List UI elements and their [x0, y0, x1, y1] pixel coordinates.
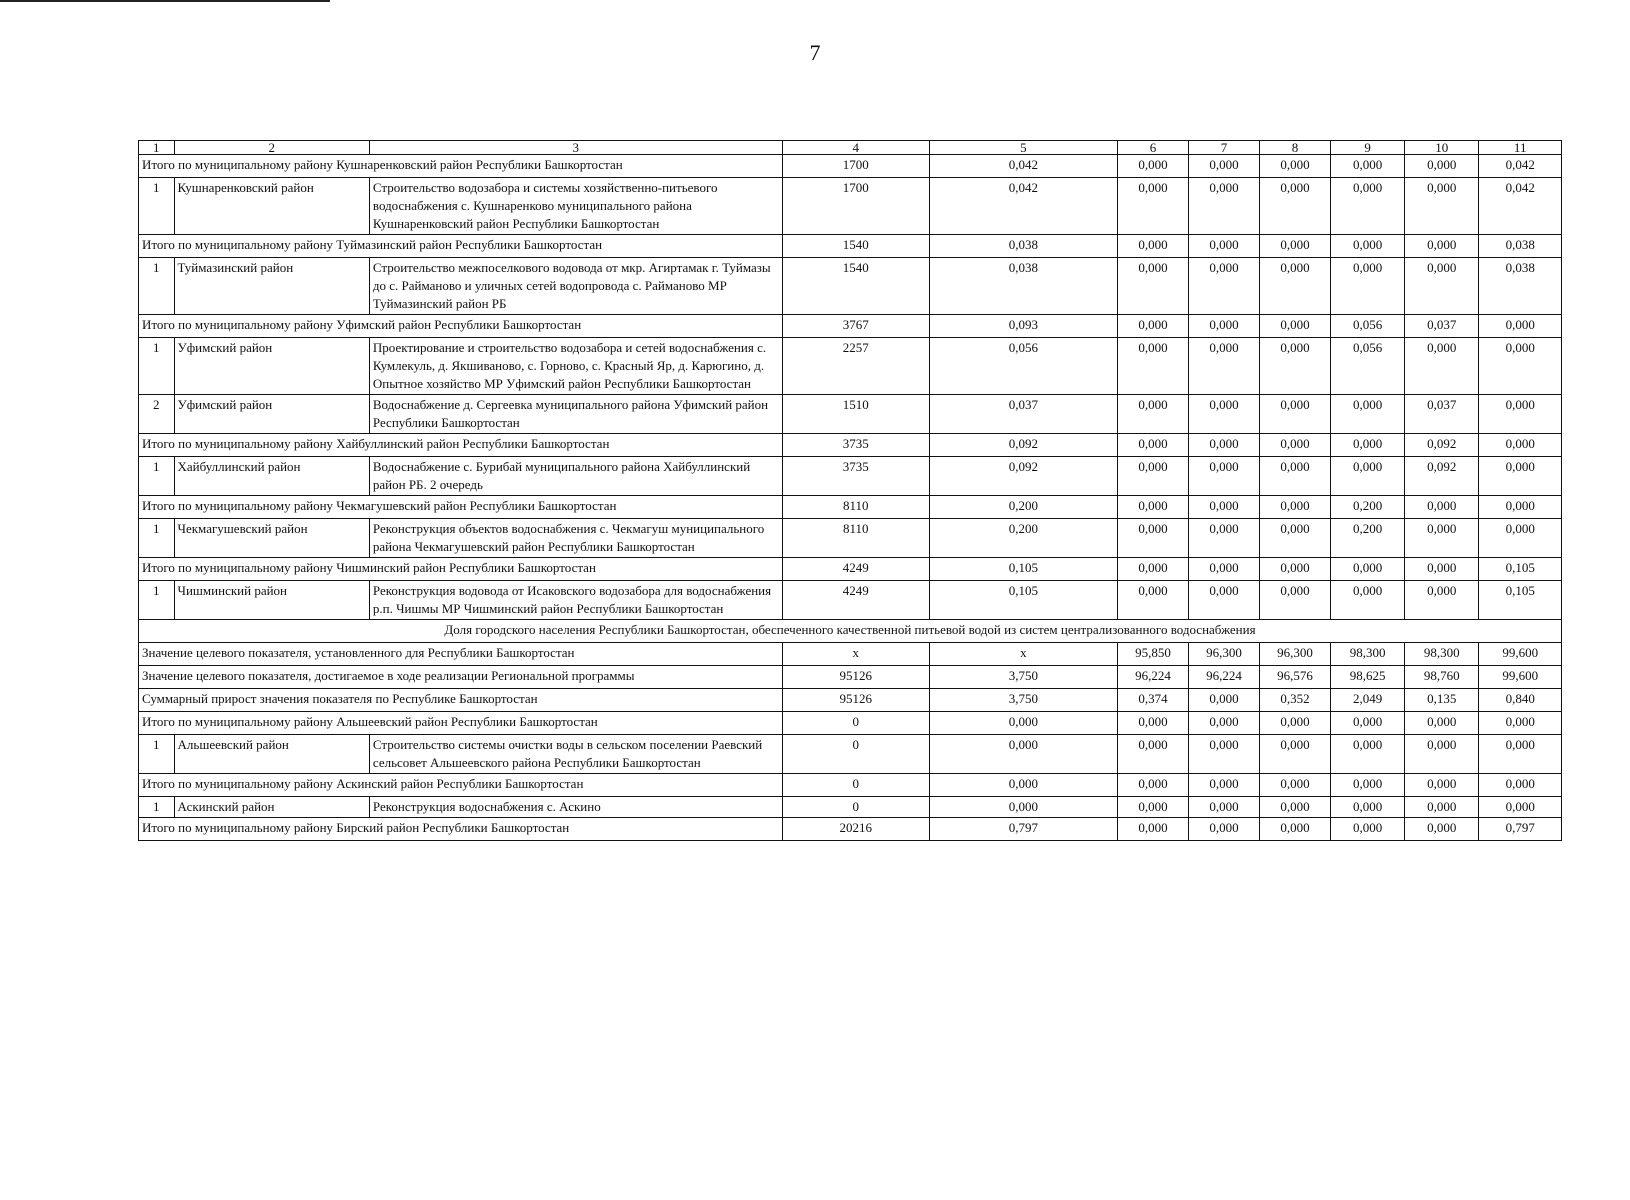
- value-cell: 0,042: [929, 155, 1117, 178]
- value-cell: 1510: [782, 395, 929, 434]
- value-cell: 0,000: [1331, 712, 1405, 735]
- district-name: Хайбуллинский район: [174, 457, 369, 496]
- value-cell: 0,000: [929, 774, 1117, 797]
- value-cell: 0,000: [1331, 558, 1405, 581]
- summary-row: [139, 818, 1562, 841]
- value-cell: 0,000: [1331, 457, 1405, 496]
- value-cell: 0,105: [929, 558, 1117, 581]
- district-name: Туймазинский район: [174, 258, 369, 315]
- page-number: 7: [809, 40, 821, 65]
- value-cell: x: [929, 643, 1117, 666]
- value-cell: 0,797: [929, 818, 1117, 841]
- row-index: 1: [139, 519, 175, 558]
- value-cell: 0,000: [1188, 712, 1259, 735]
- project-row: [139, 395, 1562, 434]
- row-index: 1: [139, 258, 175, 315]
- value-cell: 0: [782, 735, 929, 774]
- district-name: Уфимский район: [174, 395, 369, 434]
- value-cell: 0,000: [1188, 395, 1259, 434]
- summary-label: Итого по муниципальному району Туймазинский район Республики Башкортостан: [139, 235, 783, 258]
- summary-row: [139, 712, 1562, 735]
- value-cell: 8110: [782, 519, 929, 558]
- value-cell: 0,000: [1405, 258, 1479, 315]
- value-cell: 0,000: [1479, 519, 1562, 558]
- value-cell: 0,000: [1188, 689, 1259, 712]
- value-cell: 0,000: [1331, 434, 1405, 457]
- value-cell: 0,200: [1331, 496, 1405, 519]
- value-cell: 0,000: [1117, 235, 1188, 258]
- value-cell: 0,000: [1331, 155, 1405, 178]
- project-row: [139, 178, 1562, 235]
- value-cell: 0: [782, 797, 929, 818]
- value-cell: 0,000: [929, 735, 1117, 774]
- value-cell: 0,000: [1331, 258, 1405, 315]
- value-cell: 0,000: [1479, 774, 1562, 797]
- value-cell: 8110: [782, 496, 929, 519]
- summary-label: Суммарный прирост значения показателя по Республике Башкортостан: [139, 689, 783, 712]
- value-cell: 0,000: [1117, 338, 1188, 395]
- value-cell: 0,000: [1117, 797, 1188, 818]
- value-cell: 0,038: [929, 258, 1117, 315]
- value-cell: 0,000: [1260, 797, 1331, 818]
- value-cell: 0,056: [1331, 338, 1405, 395]
- project-row: [139, 797, 1562, 818]
- project-row: [139, 519, 1562, 558]
- value-cell: 0,000: [1117, 258, 1188, 315]
- value-cell: 0,000: [1188, 519, 1259, 558]
- value-cell: 0,000: [1188, 818, 1259, 841]
- summary-label: Значение целевого показателя, установленного для Республики Башкортостан: [139, 643, 783, 666]
- row-index: 1: [139, 797, 175, 818]
- summary-row: [139, 496, 1562, 519]
- district-name: Чишминский район: [174, 581, 369, 620]
- project-description: Водоснабжение с. Бурибай муниципального района Хайбуллинский район РБ. 2 очередь: [369, 457, 782, 496]
- value-cell: 0: [782, 774, 929, 797]
- row-index: 1: [139, 735, 175, 774]
- value-cell: 96,300: [1260, 643, 1331, 666]
- value-cell: 98,300: [1331, 643, 1405, 666]
- value-cell: 1540: [782, 258, 929, 315]
- row-index: 1: [139, 581, 175, 620]
- value-cell: 2257: [782, 338, 929, 395]
- value-cell: 98,300: [1405, 643, 1479, 666]
- value-cell: 0,038: [1479, 258, 1562, 315]
- value-cell: 0,092: [1405, 457, 1479, 496]
- summary-label: Итого по муниципальному району Кушнаренковский район Республики Башкортостан: [139, 155, 783, 178]
- value-cell: 0,000: [1405, 818, 1479, 841]
- value-cell: 0,000: [1260, 434, 1331, 457]
- value-cell: 0,000: [1117, 712, 1188, 735]
- district-name: Аскинский район: [174, 797, 369, 818]
- value-cell: 0,000: [1260, 581, 1331, 620]
- project-row: [139, 457, 1562, 496]
- value-cell: 0,000: [1188, 581, 1259, 620]
- project-row: [139, 581, 1562, 620]
- value-cell: 0,000: [1117, 519, 1188, 558]
- value-cell: 0,000: [1188, 315, 1259, 338]
- value-cell: 0,000: [1117, 155, 1188, 178]
- project-description: Водоснабжение д. Сергеевка муниципального района Уфимский район Республики Башкортостан: [369, 395, 782, 434]
- value-cell: 0,105: [929, 581, 1117, 620]
- value-cell: 0,000: [1405, 338, 1479, 395]
- project-description: Строительство межпоселкового водовода от мкр. Агиртамак г. Туймазы до с. Райманово и уличных сетей водопровода с. Райманово МР Туймазинский район РБ: [369, 258, 782, 315]
- value-cell: 0,000: [1117, 735, 1188, 774]
- value-cell: 0,000: [1260, 457, 1331, 496]
- value-cell: 0,105: [1479, 558, 1562, 581]
- value-cell: 0,000: [1188, 457, 1259, 496]
- value-cell: 0,000: [1331, 818, 1405, 841]
- summary-row: [139, 558, 1562, 581]
- value-cell: 0,000: [1331, 395, 1405, 434]
- project-description: Проектирование и строительство водозабора и сетей водоснабжения с. Кумлекуль, д. Якшиваново, с. Горново, с. Красный Яр, д. Карюгино, д. Опытное хозяйство МР Уфимский район Республики Башкортостан: [369, 338, 782, 395]
- value-cell: 0,000: [1405, 797, 1479, 818]
- value-cell: 98,625: [1331, 666, 1405, 689]
- value-cell: 0,000: [1260, 155, 1331, 178]
- value-cell: 0,000: [1188, 735, 1259, 774]
- value-cell: 0,000: [1479, 496, 1562, 519]
- value-cell: 0,000: [1479, 395, 1562, 434]
- value-cell: 0,092: [929, 457, 1117, 496]
- value-cell: 0,000: [1117, 774, 1188, 797]
- value-cell: 0,056: [1331, 315, 1405, 338]
- value-cell: 0,000: [1260, 558, 1331, 581]
- summary-row: [139, 315, 1562, 338]
- value-cell: 0,000: [1260, 338, 1331, 395]
- value-cell: 0,840: [1479, 689, 1562, 712]
- project-description: Реконструкция водовода от Исаковского водозабора для водоснабжения р.п. Чишмы МР Чишминский район Республики Башкортостан: [369, 581, 782, 620]
- value-cell: 0,000: [1188, 178, 1259, 235]
- header-cell: 5: [929, 141, 1117, 155]
- summary-row: [139, 434, 1562, 457]
- value-cell: 0,000: [1117, 558, 1188, 581]
- value-cell: 0,000: [1405, 558, 1479, 581]
- value-cell: 0,374: [1117, 689, 1188, 712]
- value-cell: 0,000: [1331, 735, 1405, 774]
- project-row: [139, 735, 1562, 774]
- value-cell: 0,000: [1117, 457, 1188, 496]
- value-cell: 0,000: [929, 712, 1117, 735]
- value-cell: 0,000: [1117, 818, 1188, 841]
- value-cell: 0,000: [1479, 797, 1562, 818]
- value-cell: 0,000: [1479, 712, 1562, 735]
- header-cell: 6: [1117, 141, 1188, 155]
- district-name: Кушнаренковский район: [174, 178, 369, 235]
- summary-label: Значение целевого показателя, достигаемое в ходе реализации Региональной программы: [139, 666, 783, 689]
- value-cell: 0,042: [1479, 178, 1562, 235]
- column-number-row: [139, 141, 1562, 155]
- value-cell: 0,000: [1260, 315, 1331, 338]
- value-cell: 0,000: [1479, 434, 1562, 457]
- value-cell: 0,000: [1260, 818, 1331, 841]
- value-cell: 0,000: [1331, 235, 1405, 258]
- value-cell: 0,092: [1405, 434, 1479, 457]
- summary-label: Итого по муниципальному району Альшеевский район Республики Башкортостан: [139, 712, 783, 735]
- program-table: [138, 140, 1562, 841]
- value-cell: 3735: [782, 434, 929, 457]
- value-cell: 4249: [782, 558, 929, 581]
- value-cell: 0,000: [1260, 774, 1331, 797]
- value-cell: 0,000: [929, 797, 1117, 818]
- value-cell: 0,000: [1331, 797, 1405, 818]
- value-cell: 99,600: [1479, 643, 1562, 666]
- project-description: Реконструкция объектов водоснабжения с. Чекмагуш муниципального района Чекмагушевский район Республики Башкортостан: [369, 519, 782, 558]
- value-cell: 0,000: [1117, 315, 1188, 338]
- value-cell: 0,000: [1260, 519, 1331, 558]
- value-cell: 0,000: [1117, 178, 1188, 235]
- value-cell: 0,105: [1479, 581, 1562, 620]
- summary-label: Итого по муниципальному району Чекмагушевский район Республики Башкортостан: [139, 496, 783, 519]
- value-cell: 0,000: [1117, 496, 1188, 519]
- summary-row: [139, 689, 1562, 712]
- value-cell: 96,300: [1188, 643, 1259, 666]
- value-cell: 0,797: [1479, 818, 1562, 841]
- value-cell: 0,000: [1479, 735, 1562, 774]
- district-name: Уфимский район: [174, 338, 369, 395]
- value-cell: 0,000: [1260, 258, 1331, 315]
- summary-label: Итого по муниципальному району Аскинский район Республики Башкортостан: [139, 774, 783, 797]
- value-cell: 98,760: [1405, 666, 1479, 689]
- summary-row: [139, 155, 1562, 178]
- value-cell: 0,200: [1331, 519, 1405, 558]
- value-cell: 0,000: [1405, 496, 1479, 519]
- value-cell: 0,000: [1479, 457, 1562, 496]
- project-description: Реконструкция водоснабжения с. Аскино: [369, 797, 782, 818]
- value-cell: 0,135: [1405, 689, 1479, 712]
- value-cell: 0,000: [1260, 735, 1331, 774]
- value-cell: 0,093: [929, 315, 1117, 338]
- value-cell: 95,850: [1117, 643, 1188, 666]
- header-cell: 4: [782, 141, 929, 155]
- value-cell: 0,000: [1331, 178, 1405, 235]
- summary-label: Итого по муниципальному району Хайбуллинский район Республики Башкортостан: [139, 434, 783, 457]
- project-row: [139, 338, 1562, 395]
- value-cell: 0,038: [929, 235, 1117, 258]
- district-name: Чекмагушевский район: [174, 519, 369, 558]
- value-cell: 0,000: [1405, 155, 1479, 178]
- value-cell: 0,000: [1260, 178, 1331, 235]
- value-cell: 20216: [782, 818, 929, 841]
- header-cell: 9: [1331, 141, 1405, 155]
- value-cell: 3735: [782, 457, 929, 496]
- summary-label: Итого по муниципальному району Бирский район Республики Башкортостан: [139, 818, 783, 841]
- header-cell: 3: [369, 141, 782, 155]
- header-cell: 10: [1405, 141, 1479, 155]
- value-cell: 0,000: [1188, 558, 1259, 581]
- value-cell: 0,000: [1405, 774, 1479, 797]
- value-cell: 95126: [782, 666, 929, 689]
- value-cell: x: [782, 643, 929, 666]
- value-cell: 0,000: [1188, 434, 1259, 457]
- row-index: 2: [139, 395, 175, 434]
- value-cell: 0: [782, 712, 929, 735]
- value-cell: 0,000: [1117, 434, 1188, 457]
- value-cell: 0,000: [1405, 519, 1479, 558]
- value-cell: 0,000: [1117, 581, 1188, 620]
- value-cell: 0,038: [1479, 235, 1562, 258]
- summary-label: Итого по муниципальному району Уфимский район Республики Башкортостан: [139, 315, 783, 338]
- value-cell: 0,000: [1188, 155, 1259, 178]
- header-cell: 2: [174, 141, 369, 155]
- value-cell: 0,000: [1405, 735, 1479, 774]
- project-description: Строительство водозабора и системы хозяйственно-питьевого водоснабжения с. Кушнаренково муниципального района Кушнаренковский район Республики Башкортостан: [369, 178, 782, 235]
- value-cell: 0,000: [1260, 496, 1331, 519]
- value-cell: 0,000: [1331, 774, 1405, 797]
- value-cell: 96,576: [1260, 666, 1331, 689]
- value-cell: 0,000: [1260, 712, 1331, 735]
- value-cell: 0,037: [929, 395, 1117, 434]
- value-cell: 96,224: [1188, 666, 1259, 689]
- value-cell: 0,200: [929, 519, 1117, 558]
- value-cell: 1700: [782, 155, 929, 178]
- value-cell: 3767: [782, 315, 929, 338]
- value-cell: 0,000: [1405, 235, 1479, 258]
- value-cell: 0,000: [1188, 235, 1259, 258]
- summary-row: [139, 666, 1562, 689]
- value-cell: 0,000: [1405, 178, 1479, 235]
- value-cell: 0,000: [1479, 315, 1562, 338]
- header-cell: 11: [1479, 141, 1562, 155]
- value-cell: 0,000: [1260, 235, 1331, 258]
- district-name: Альшеевский район: [174, 735, 369, 774]
- value-cell: 0,000: [1188, 496, 1259, 519]
- scan-edge-line: [0, 0, 330, 2]
- section-heading: Доля городского населения Республики Башкортостан, обеспеченного качественной питьевой водой из систем централизованного водоснабжения: [139, 620, 1562, 643]
- summary-label: Итого по муниципальному району Чишминский район Республики Башкортостан: [139, 558, 783, 581]
- value-cell: 0,000: [1479, 338, 1562, 395]
- value-cell: 0,000: [1188, 797, 1259, 818]
- summary-row: [139, 235, 1562, 258]
- row-index: 1: [139, 457, 175, 496]
- value-cell: 1540: [782, 235, 929, 258]
- project-description: Строительство системы очистки воды в сельском поселении Раевский сельсовет Альшеевского района Республики Башкортостан: [369, 735, 782, 774]
- value-cell: 0,200: [929, 496, 1117, 519]
- value-cell: 0,352: [1260, 689, 1331, 712]
- value-cell: 0,000: [1260, 395, 1331, 434]
- value-cell: 0,056: [929, 338, 1117, 395]
- row-index: 1: [139, 338, 175, 395]
- row-index: 1: [139, 178, 175, 235]
- value-cell: 0,000: [1188, 258, 1259, 315]
- value-cell: 96,224: [1117, 666, 1188, 689]
- value-cell: 0,000: [1188, 774, 1259, 797]
- value-cell: 3,750: [929, 666, 1117, 689]
- value-cell: 0,000: [1117, 395, 1188, 434]
- value-cell: 0,000: [1331, 581, 1405, 620]
- value-cell: 0,037: [1405, 315, 1479, 338]
- value-cell: 0,000: [1188, 338, 1259, 395]
- section-heading-row: [139, 620, 1562, 643]
- value-cell: 3,750: [929, 689, 1117, 712]
- value-cell: 0,042: [1479, 155, 1562, 178]
- value-cell: 99,600: [1479, 666, 1562, 689]
- header-cell: 8: [1260, 141, 1331, 155]
- value-cell: 1700: [782, 178, 929, 235]
- header-cell: 1: [139, 141, 175, 155]
- value-cell: 0,092: [929, 434, 1117, 457]
- summary-row: [139, 774, 1562, 797]
- value-cell: 2,049: [1331, 689, 1405, 712]
- value-cell: 95126: [782, 689, 929, 712]
- project-row: [139, 258, 1562, 315]
- value-cell: 0,042: [929, 178, 1117, 235]
- header-cell: 7: [1188, 141, 1259, 155]
- summary-row: [139, 643, 1562, 666]
- value-cell: 4249: [782, 581, 929, 620]
- value-cell: 0,000: [1405, 712, 1479, 735]
- value-cell: 0,000: [1405, 581, 1479, 620]
- value-cell: 0,037: [1405, 395, 1479, 434]
